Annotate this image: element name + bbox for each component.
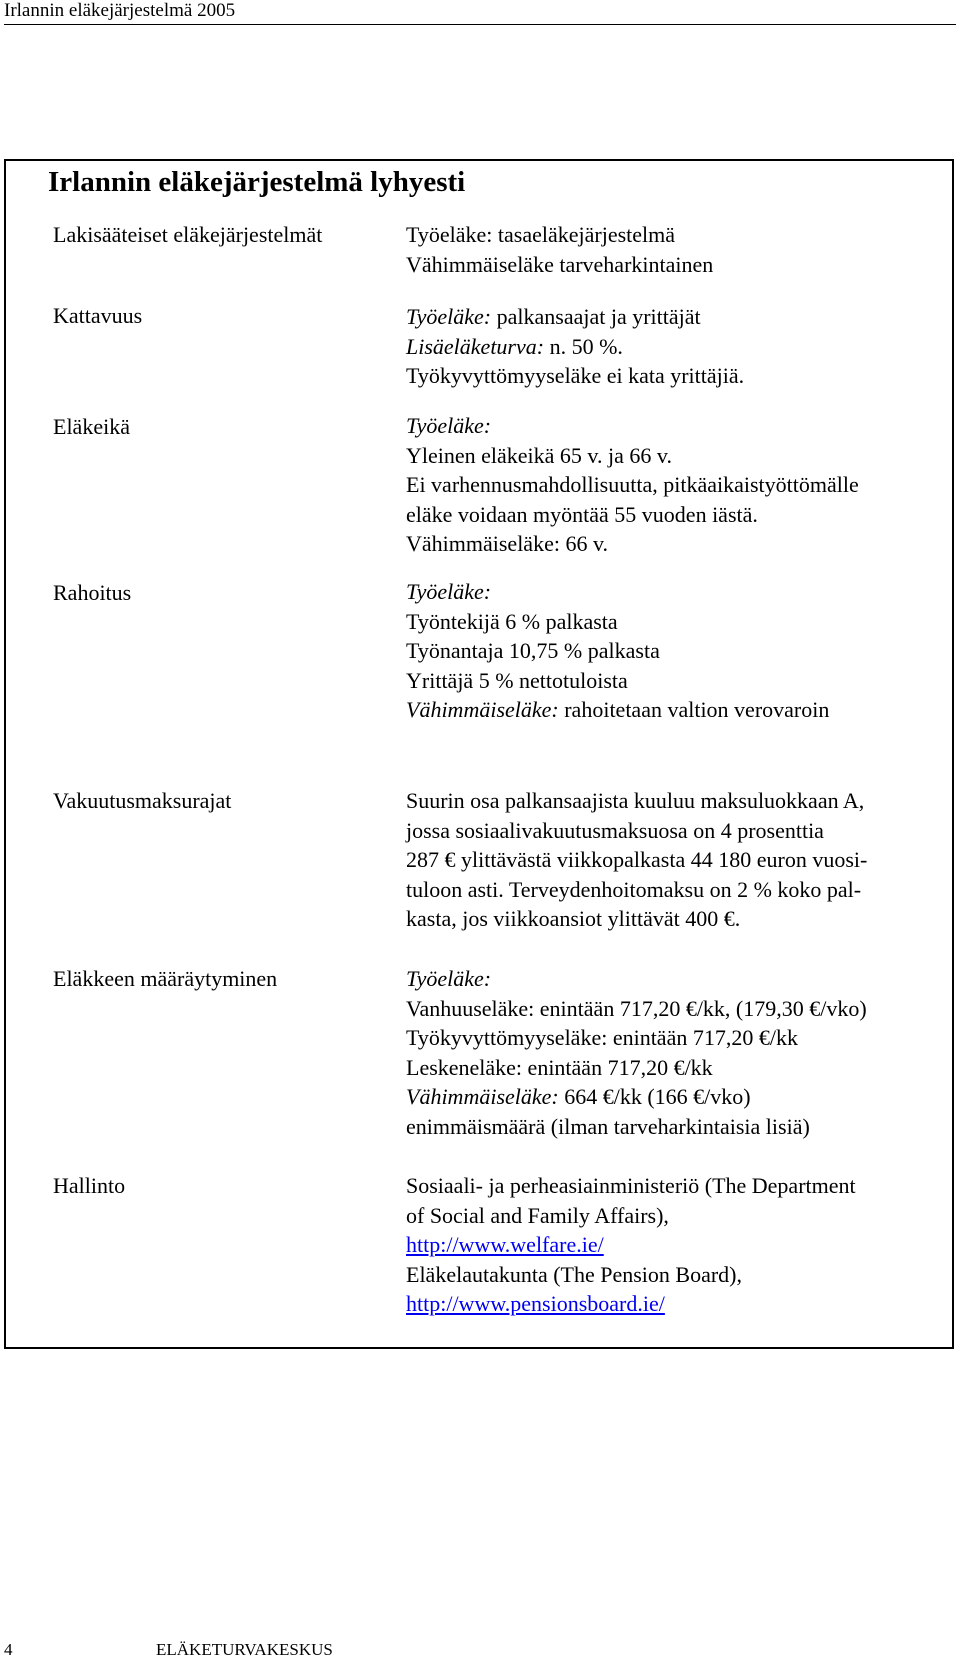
text-line: of Social and Family Affairs), [406, 1202, 669, 1228]
label-retirement-age: Eläkeikä [53, 414, 130, 439]
text-line [406, 1289, 946, 1319]
text-line: jossa sosiaalivakuutusmaksuosa on 4 prosenttia [406, 817, 824, 843]
text-line [406, 1082, 946, 1112]
running-header: Irlannin eläkejärjestelmä 2005 [4, 0, 236, 21]
label-contribution-limits: Vakuutusmaksurajat [53, 788, 232, 813]
text-line: Suurin osa palkansaajista kuuluu maksuluokkaan A, [406, 788, 865, 813]
text-line: Työeläke: [406, 413, 492, 438]
footer-publisher: ELÄKETURVAKESKUS [156, 1640, 333, 1659]
label-administration: Hallinto [53, 1173, 126, 1198]
emphasis: Työeläke: [406, 304, 492, 329]
page-number: 4 [4, 1640, 13, 1659]
text: 664 €/kk (166 €/vko) [558, 1084, 751, 1109]
text-line: Ei varhennusmahdollisuutta, pitkäaikaistyöttömälle [406, 472, 859, 497]
text-line [406, 695, 946, 725]
content-benefit-determination [406, 964, 946, 1141]
content-financing [406, 577, 946, 725]
emphasis: Lisäeläketurva: [406, 333, 545, 359]
text-line: Sosiaali- ja perheasiainministeriö (The Department [406, 1173, 856, 1198]
text-line: Vähimmäiseläke: 66 v. [406, 531, 609, 556]
text-line: Yrittäjä 5 % nettotuloista [406, 667, 628, 693]
text-line: Työeläke: tasaeläkejärjestelmä [406, 222, 676, 247]
content-administration [406, 1171, 946, 1319]
content-statutory-systems [406, 220, 946, 279]
text-line: kasta, jos viikkoansiot ylittävät 400 €. [406, 906, 741, 931]
label-coverage: Kattavuus [53, 303, 143, 328]
text-line [406, 302, 946, 332]
text: rahoitetaan valtion verovaroin [558, 697, 830, 722]
text-line: Vanhuuseläke: enintään 717,20 €/kk, (179,30 €/vko) [406, 995, 867, 1021]
text-line: Leskeneläke: enintään 717,20 €/kk [406, 1054, 713, 1080]
text-line: Vähimmäiseläke tarveharkintainen [406, 251, 714, 277]
text-line: 287 € ylittävästä viikkopalkasta 44 180 euron vuosi- [406, 847, 868, 872]
content-coverage [406, 302, 946, 391]
label-statutory-systems: Lakisääteiset eläkejärjestelmät [53, 222, 323, 247]
emphasis: Vähimmäiseläke: [406, 1084, 559, 1109]
text-line: tuloon asti. Terveydenhoitomaksu on 2 % koko pal- [406, 876, 862, 902]
text-line [406, 332, 946, 362]
label-financing: Rahoitus [53, 580, 132, 605]
text-line: eläke voidaan myöntää 55 vuoden iästä. [406, 501, 758, 527]
text-line: Työeläke: [406, 579, 492, 604]
text: palkansaajat ja yrittäjät [491, 304, 701, 329]
label-benefit-determination: Eläkkeen määräytyminen [53, 966, 278, 991]
text: n. 50 %. [544, 333, 623, 359]
box-title: Irlannin eläkejärjestelmä lyhyesti [48, 166, 466, 198]
text-line: Työeläke: [406, 966, 492, 991]
text-line: Yleinen eläkeikä 65 v. ja 66 v. [406, 442, 672, 468]
content-retirement-age [406, 411, 946, 559]
text-line: Työntekijä 6 % palkasta [406, 608, 618, 634]
content-contribution-limits [406, 786, 946, 934]
text-line: Työkyvyttömyyseläke ei kata yrittäjiä. [406, 363, 745, 388]
text-line [406, 1230, 946, 1260]
pensionsboard-link[interactable]: http://www.pensionsboard.ie/ [406, 1291, 665, 1316]
emphasis: Vähimmäiseläke: [406, 697, 559, 722]
text-line: Eläkelautakunta (The Pension Board), [406, 1261, 743, 1287]
text-line: Työnantaja 10,75 % palkasta [406, 638, 660, 663]
header-rule [4, 24, 956, 25]
welfare-link[interactable]: http://www.welfare.ie/ [406, 1232, 604, 1257]
text-line: enimmäismäärä (ilman tarveharkintaisia lisiä) [406, 1113, 810, 1139]
text-line: Työkyvyttömyyseläke: enintään 717,20 €/kk [406, 1025, 798, 1050]
